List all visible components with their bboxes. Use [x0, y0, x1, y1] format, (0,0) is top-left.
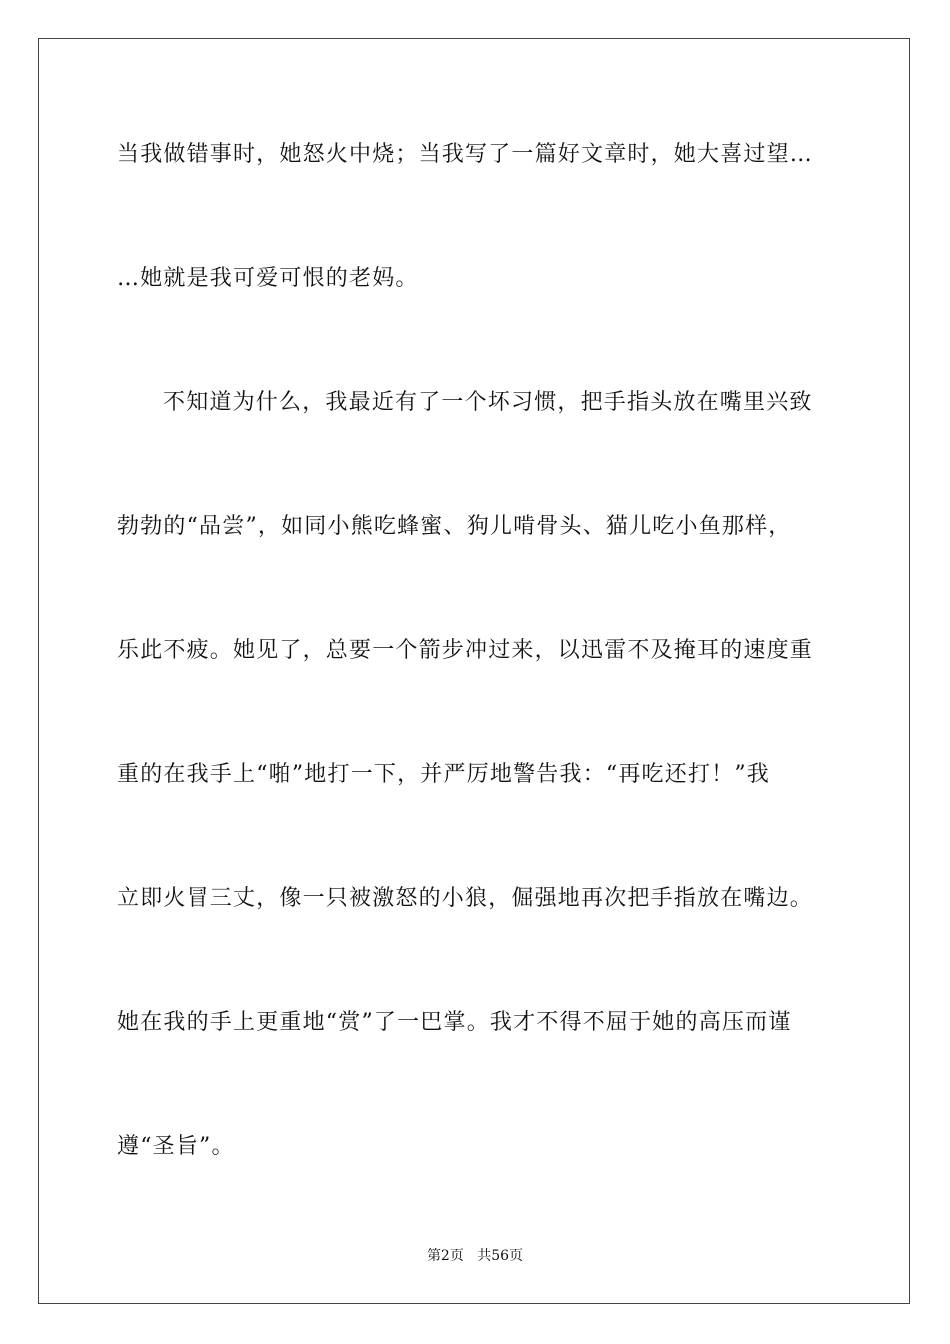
text-line-3: 不知道为什么，我最近有了一个坏习惯，把手指头放在嘴里兴致	[163, 390, 813, 415]
text-line-7: 立即火冒三丈，像一只被激怒的小狼，倔强地再次把手指放在嘴边。	[117, 886, 814, 911]
text-line-5: 乐此不疲。她见了，总要一个箭步冲过来，以迅雷不及掩耳的速度重	[117, 638, 814, 663]
page-total: 共56页	[477, 1248, 524, 1264]
text-line-8: 她在我的手上更重地“赏”了一巴掌。我才不得不屈于她的高压而谨	[117, 1010, 792, 1035]
page-footer	[0, 1246, 950, 1266]
text-line-1: 当我做错事时，她怒火中烧；当我写了一篇好文章时，她大喜过望…	[117, 142, 814, 167]
page-border	[38, 38, 910, 1304]
text-line-4: 勃勃的“品尝”，如同小熊吃蜂蜜、狗儿啃骨头、猫儿吃小鱼那样，	[117, 514, 792, 539]
text-line-2: …她就是我可爱可恨的老妈。	[117, 266, 419, 291]
text-line-6: 重的在我手上“啪”地打一下，并严厉地警告我：“再吃还打！”我	[117, 762, 770, 787]
text-line-9: 遵“圣旨”。	[117, 1134, 235, 1159]
page-number: 第2页	[426, 1248, 464, 1264]
